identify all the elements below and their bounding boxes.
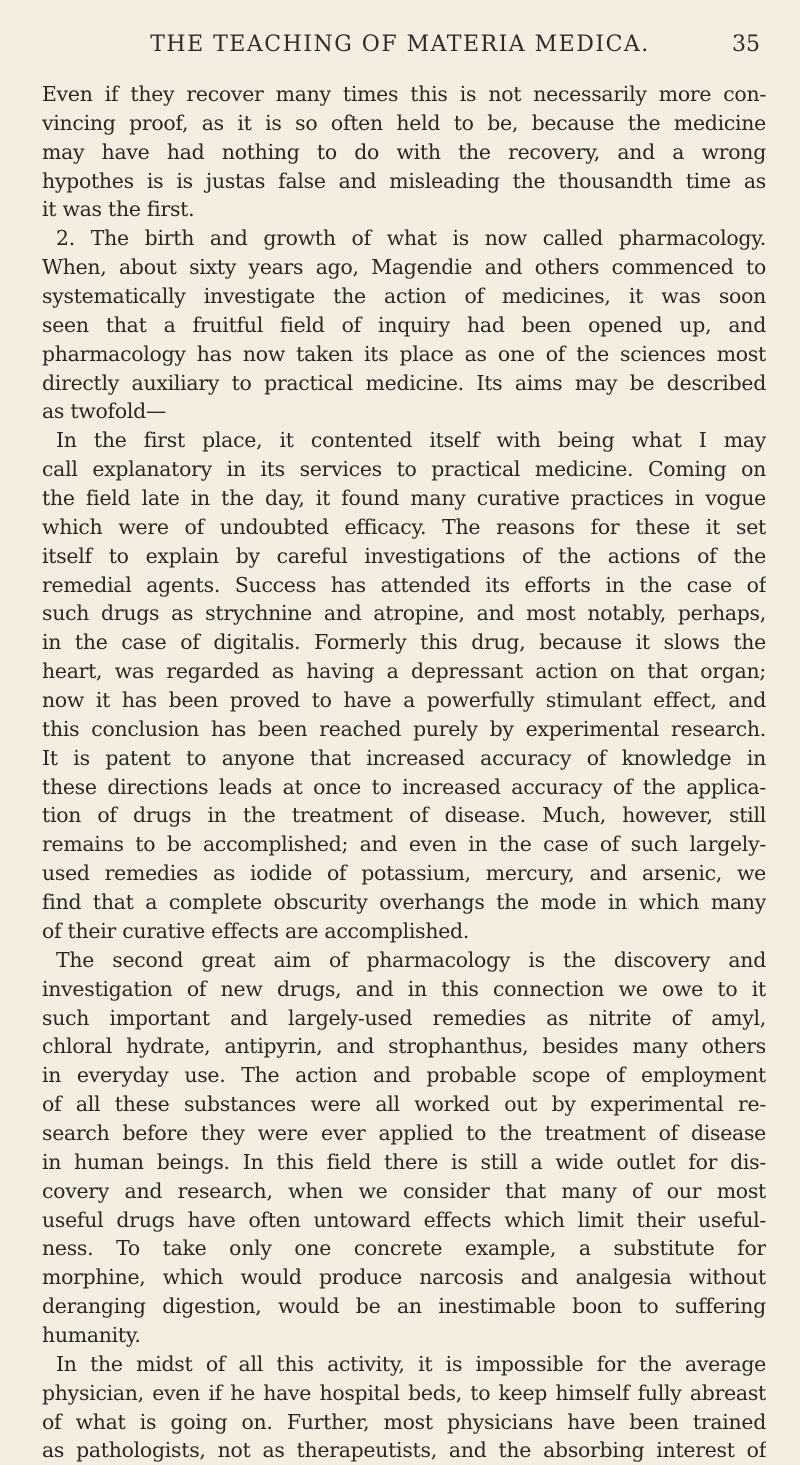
running-head: [40, 32, 760, 62]
text-line: in everyday use. The action and probable scope of employment: [42, 1063, 766, 1088]
text-line: chloral hydrate, antipyrin, and strophanthus, besides many others: [42, 1034, 766, 1059]
text-line: systematically investigate the action of medicines, it was soon: [42, 284, 766, 309]
text-line: investigation of new drugs, and in this connection we owe to it: [42, 976, 766, 1001]
text-line: this conclusion has been reached purely by experimental research.: [42, 716, 766, 741]
text-line: of all these substances were all worked out by experimental re-: [42, 1092, 766, 1117]
text-line: may have had nothing to do with the recovery, and a wrong: [42, 139, 766, 164]
text-line: call explanatory in its services to practical medicine. Coming on: [42, 457, 766, 482]
text-line: in the case of digitalis. Formerly this drug, because it slows the: [42, 630, 766, 655]
text-line: Even if they recover many times this is not necessarily more con-: [42, 82, 766, 106]
text-line: pharmacology has now taken its place as one of the sciences most: [42, 341, 766, 366]
text-line: which were of undoubted efficacy. The reasons for these it set: [42, 514, 766, 539]
text-line: directly auxiliary to practical medicine. Its aims may be described: [42, 370, 766, 395]
text-line: itself to explain by careful investigations of the actions of the: [42, 543, 766, 568]
text-line: remains to be accomplished; and even in the case of such largely-: [42, 832, 766, 857]
body-text: [42, 80, 766, 1465]
page-number: 35: [732, 32, 760, 57]
text-line: as pathologists, not as therapeutists, and the absorbing interest of: [42, 1438, 766, 1463]
text-line: deranging digestion, would be an inestimable boon to suffering: [42, 1294, 766, 1319]
text-line: in human beings. In this field there is still a wide outlet for dis-: [42, 1149, 766, 1174]
text-line: of what is going on. Further, most physicians have been trained: [42, 1409, 766, 1434]
text-line: In the first place, it contented itself with being what I may: [56, 428, 766, 453]
text-line: tion of drugs in the treatment of disease. Much, however, still: [42, 803, 766, 828]
text-line: humanity.: [42, 1322, 141, 1347]
text-line: 2. The birth and growth of what is now called pharmacology.: [56, 226, 766, 251]
text-line: remedial agents. Success has attended its efforts in the case of: [42, 572, 766, 597]
text-line: search before they were ever applied to the treatment of disease: [42, 1120, 766, 1145]
running-title: THE TEACHING OF MATERIA MEDICA.: [150, 32, 650, 57]
text-line: vincing proof, as it is so often held to be, because the medicine: [42, 110, 766, 135]
text-line: ness. To take only one concrete example, a substitute for: [42, 1236, 766, 1261]
text-line: physician, even if he have hospital beds, to keep himself fully abreast: [42, 1380, 766, 1405]
text-line: covery and research, when we consider that many of our most: [42, 1178, 766, 1203]
text-line: useful drugs have often untoward effects which limit their useful-: [42, 1207, 766, 1232]
text-line: When, about sixty years ago, Magendie and others commenced to: [42, 255, 766, 280]
text-line: heart, was regarded as having a depressant action on that organ;: [42, 659, 766, 684]
text-line: such drugs as strychnine and atropine, and most notably, perhaps,: [42, 601, 766, 626]
text-line: the field late in the day, it found many curative practices in vogue: [42, 486, 766, 511]
text-line: these directions leads at once to increased accuracy of the applica-: [42, 774, 766, 799]
text-line: It is patent to anyone that increased accuracy of knowledge in: [42, 745, 766, 770]
text-line: used remedies as iodide of potassium, mercury, and arsenic, we: [42, 861, 766, 886]
text-line: find that a complete obscurity overhangs the mode in which many: [42, 890, 766, 915]
text-line: In the midst of all this activity, it is impossible for the average: [56, 1351, 766, 1376]
text-line: it was the first.: [42, 197, 195, 222]
text-line: of their curative effects are accomplished.: [42, 918, 470, 943]
text-line: morphine, which would produce narcosis and analgesia without: [42, 1265, 766, 1290]
text-line: such important and largely-used remedies as nitrite of amyl,: [42, 1005, 766, 1030]
text-line: seen that a fruitful field of inquiry had been opened up, and: [42, 312, 766, 337]
text-line: now it has been proved to have a powerfully stimulant effect, and: [42, 688, 766, 713]
text-line: The second great aim of pharmacology is the discovery and: [56, 947, 766, 972]
text-line: hypothes is is justas false and misleading the thousandth time as: [42, 168, 766, 193]
text-line: as twofold—: [42, 399, 167, 424]
